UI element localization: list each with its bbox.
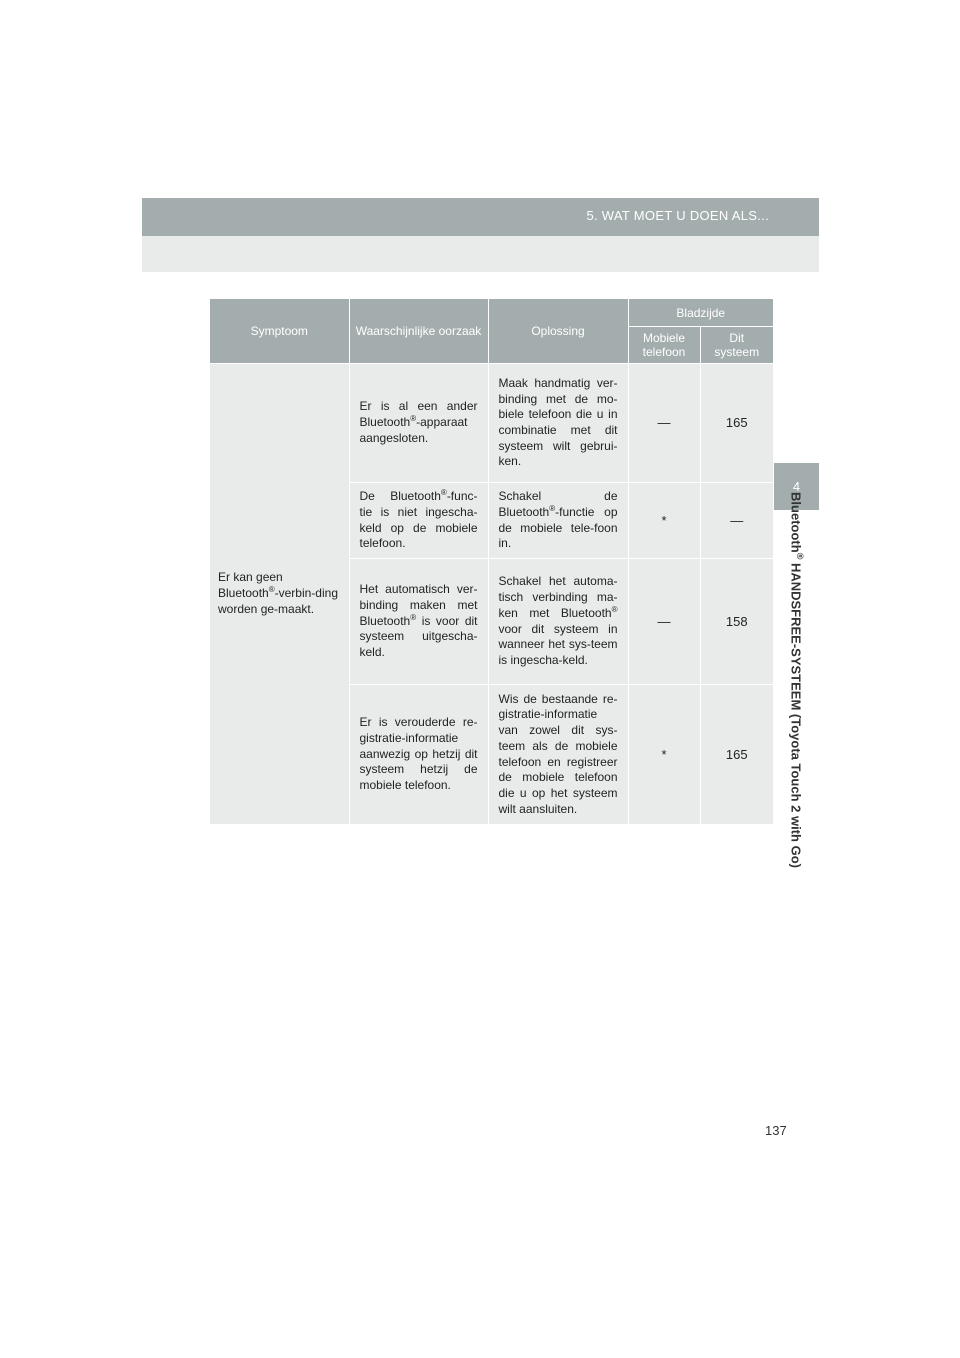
cause-cell <box>349 559 488 685</box>
table-header-row <box>210 299 773 327</box>
solution-sup: ® <box>549 503 556 513</box>
header-solution: Oplossing <box>488 299 628 364</box>
troubleshooting-table <box>210 299 773 825</box>
system-page-cell: — <box>700 483 773 559</box>
cause-text: Er is al een ander Bluetooth <box>359 399 478 430</box>
cause-text-post: -func-tie is niet ingescha-keld op de mobiele telefoon. <box>359 489 478 551</box>
section-title: 5. WAT MOET U DOEN ALS... <box>586 208 769 223</box>
solution-text-post: -functie op de mobiele tele-foon in. <box>498 504 618 551</box>
cause-text-post: is voor dit systeem uitgescha-keld. <box>359 613 478 660</box>
cause-text: De Bluetooth <box>359 489 441 504</box>
symptom-text-pre: Er kan geen Bluetooth <box>218 570 283 601</box>
symptom-text-post: -verbin-ding worden ge-maakt. <box>218 586 338 616</box>
solution-cell <box>488 685 628 825</box>
solution-text-post: voor dit systeem in wanneer het sys-teem is ingescha-keld. <box>498 621 618 667</box>
mobile-page-cell: * <box>628 483 700 559</box>
section-subheader <box>142 236 819 272</box>
solution-cell <box>488 483 628 559</box>
cause-text: Het automatisch ver-binding maken met Bluetooth <box>359 582 478 628</box>
solution-text: Schakel het automa-tisch verbinding ma-ken met Bluetooth <box>498 574 618 620</box>
header-page: Bladzijde <box>628 299 773 327</box>
chapter-label-pre: Bluetooth <box>788 492 804 553</box>
symptom-text-sup: ® <box>268 585 275 595</box>
chapter-label-sup: ® <box>794 552 805 560</box>
system-page-cell: 158 <box>700 559 773 685</box>
solution-cell <box>488 559 628 685</box>
section-header <box>142 198 819 236</box>
symptom-cell <box>210 364 349 825</box>
chapter-number: 4 <box>792 479 801 494</box>
header-cause: Waarschijnlijke oorzaak <box>349 299 488 364</box>
solution-text: Wis de bestaande re-gistratie-informatie van zowel dit sys-teem als de mobiele telefoon en registreer de mobiele telefoon die u op het systeem wilt aansluiten. <box>498 691 618 816</box>
cause-cell <box>349 364 488 483</box>
solution-sup: ® <box>611 604 618 614</box>
system-page-cell: 165 <box>700 364 773 483</box>
cause-sup: ® <box>410 414 417 424</box>
page-number: 137 <box>765 1123 787 1138</box>
cause-cell <box>349 483 488 559</box>
solution-text: Maak handmatig ver-binding met de mo-biele telefoon die u in combinatie met dit systeem wilt gebrui-ken. <box>498 375 618 469</box>
header-system: Dit systeem <box>700 327 773 364</box>
chapter-label <box>789 492 804 868</box>
mobile-page-cell: — <box>628 559 700 685</box>
mobile-page-cell: — <box>628 364 700 483</box>
system-page-cell: 165 <box>700 685 773 825</box>
cause-text: Er is verouderde re-gistratie-informatie aanwezig op hetzij dit systeem hetzij de mobiele telefoon. <box>359 715 478 793</box>
table-row <box>210 364 773 483</box>
cause-sup: ® <box>440 488 447 498</box>
solution-cell <box>488 364 628 483</box>
solution-text: Schakel de Bluetooth <box>498 489 618 519</box>
cause-text-post: -apparaat aangesloten. <box>359 415 468 445</box>
chapter-label-post: HANDSFREE-SYSTEEM (Toyota Touch 2 with Go) <box>788 559 804 868</box>
header-mobile: Mobiele telefoon <box>628 327 700 364</box>
header-symptom: Symptoom <box>210 299 349 364</box>
cause-cell <box>349 685 488 825</box>
cause-sup: ® <box>410 612 417 622</box>
mobile-page-cell: * <box>628 685 700 825</box>
